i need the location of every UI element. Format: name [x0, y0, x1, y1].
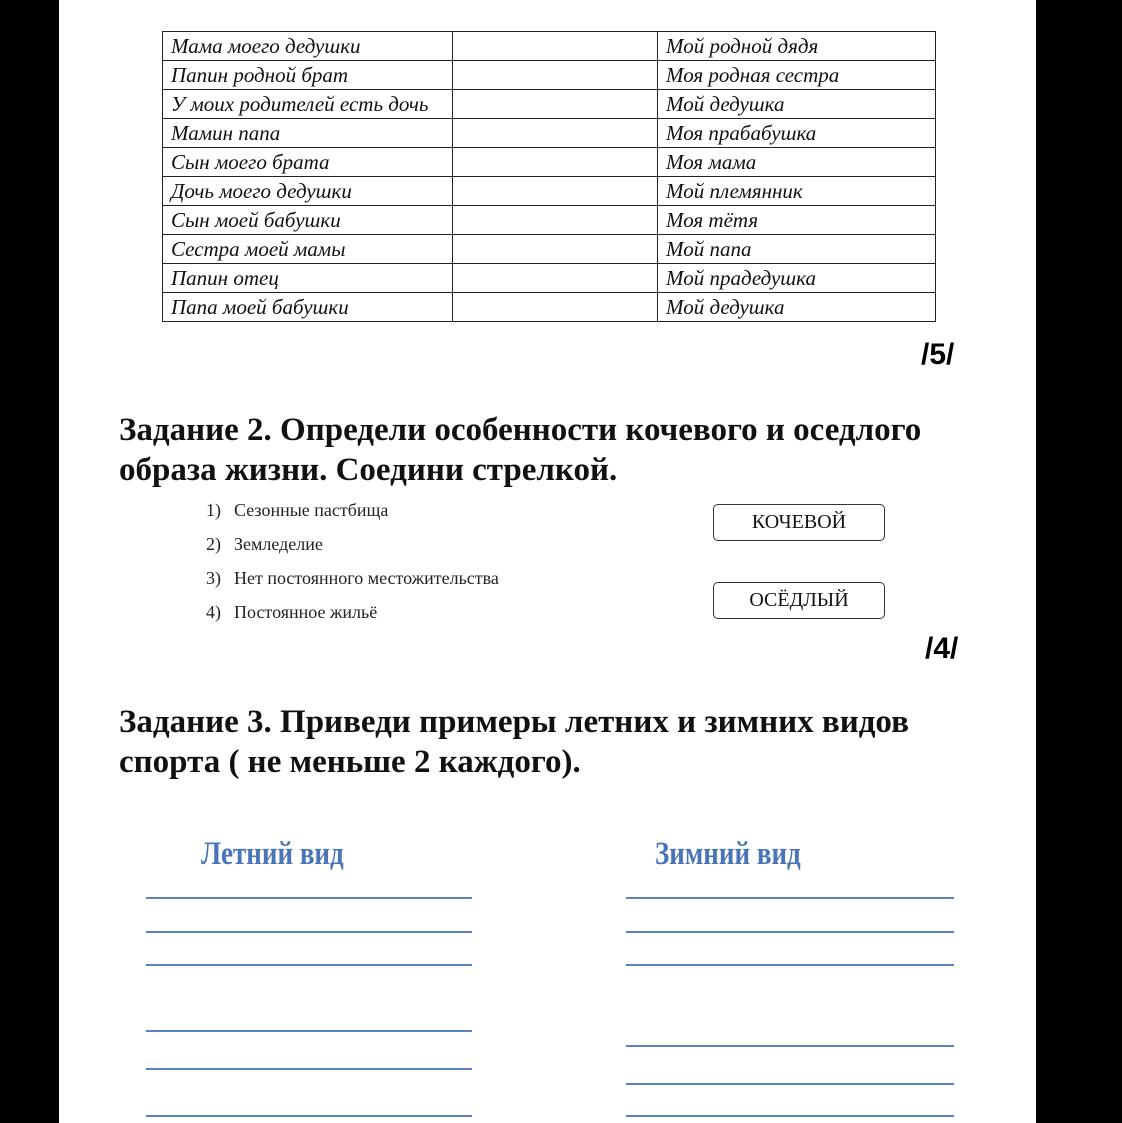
- answer-cell[interactable]: [453, 119, 658, 148]
- option-item: [206, 568, 499, 589]
- winter-answer-line[interactable]: [626, 1083, 954, 1085]
- left-cell: Сын моего брата: [163, 148, 453, 177]
- summer-answer-line[interactable]: [146, 1115, 472, 1117]
- task1-score: /5/: [921, 338, 955, 371]
- table-row: [163, 148, 936, 177]
- winter-answer-line[interactable]: [626, 897, 954, 899]
- option-item: [206, 534, 323, 555]
- winter-answer-line[interactable]: [626, 1115, 954, 1117]
- left-cell: Дочь моего дедушки: [163, 177, 453, 206]
- winter-answer-line[interactable]: [626, 1045, 954, 1047]
- task2-score: /4/: [925, 632, 959, 665]
- left-cell: У моих родителей есть дочь: [163, 90, 453, 119]
- option-number: 3): [206, 568, 221, 588]
- answer-cell[interactable]: [453, 177, 658, 206]
- task2-title: Задание 2. Определи особенности кочевого и оседлого образа жизни. Соедини стрелкой.: [119, 412, 922, 488]
- nomadic-box[interactable]: КОЧЕВОЙ: [713, 504, 885, 541]
- option-text: Постоянное жильё: [234, 602, 378, 622]
- option-item: [206, 500, 388, 521]
- right-cell: Мой дедушка: [658, 90, 936, 119]
- left-cell: Папин отец: [163, 264, 453, 293]
- option-item: [206, 602, 377, 623]
- left-cell: Сын моей бабушки: [163, 206, 453, 235]
- right-cell: Моя тётя: [658, 206, 936, 235]
- table-row: [163, 119, 936, 148]
- answer-cell[interactable]: [453, 206, 658, 235]
- answer-cell[interactable]: [453, 148, 658, 177]
- option-text: Сезонные пастбища: [234, 500, 389, 520]
- right-cell: Моя мама: [658, 148, 936, 177]
- right-cell: Моя прабабушка: [658, 119, 936, 148]
- answer-cell[interactable]: [453, 32, 658, 61]
- summer-answer-line[interactable]: [146, 897, 472, 899]
- option-number: 4): [206, 602, 221, 622]
- answer-cell[interactable]: [453, 264, 658, 293]
- table-row: [163, 264, 936, 293]
- answer-cell[interactable]: [453, 293, 658, 322]
- right-cell: Мой племянник: [658, 177, 936, 206]
- left-cell: Мамин папа: [163, 119, 453, 148]
- table-row: [163, 293, 936, 322]
- answer-cell[interactable]: [453, 90, 658, 119]
- right-cell: Моя родная сестра: [658, 61, 936, 90]
- relatives-matching-table: [162, 31, 936, 322]
- table-row: [163, 235, 936, 264]
- table-row: [163, 32, 936, 61]
- option-number: 2): [206, 534, 221, 554]
- summer-answer-line[interactable]: [146, 1068, 472, 1070]
- left-cell: Папин родной брат: [163, 61, 453, 90]
- summer-answer-line[interactable]: [146, 931, 472, 933]
- option-number: 1): [206, 500, 221, 520]
- task3-title: Задание 3. Приведи примеры летних и зимних видов спорта ( не меньше 2 каждого).: [119, 704, 909, 780]
- right-cell: Мой папа: [658, 235, 936, 264]
- table-row: [163, 90, 936, 119]
- summer-sport-heading: Летний вид: [201, 836, 344, 872]
- winter-sport-heading: Зимний вид: [655, 836, 801, 872]
- right-cell: Мой родной дядя: [658, 32, 936, 61]
- right-cell: Мой прадедушка: [658, 264, 936, 293]
- table-row: [163, 206, 936, 235]
- table-row: [163, 61, 936, 90]
- option-text: Земледелие: [234, 534, 323, 554]
- winter-answer-line[interactable]: [626, 931, 954, 933]
- left-cell: Папа моей бабушки: [163, 293, 453, 322]
- winter-answer-line[interactable]: [626, 964, 954, 966]
- answer-cell[interactable]: [453, 61, 658, 90]
- left-cell: Мама моего дедушки: [163, 32, 453, 61]
- summer-answer-line[interactable]: [146, 964, 472, 966]
- summer-answer-line[interactable]: [146, 1030, 472, 1032]
- right-cell: Мой дедушка: [658, 293, 936, 322]
- left-cell: Сестра моей мамы: [163, 235, 453, 264]
- settled-box[interactable]: ОСЁДЛЫЙ: [713, 582, 885, 619]
- table-row: [163, 177, 936, 206]
- option-text: Нет постоянного местожительства: [234, 568, 499, 588]
- answer-cell[interactable]: [453, 235, 658, 264]
- worksheet-page: [59, 0, 1036, 1123]
